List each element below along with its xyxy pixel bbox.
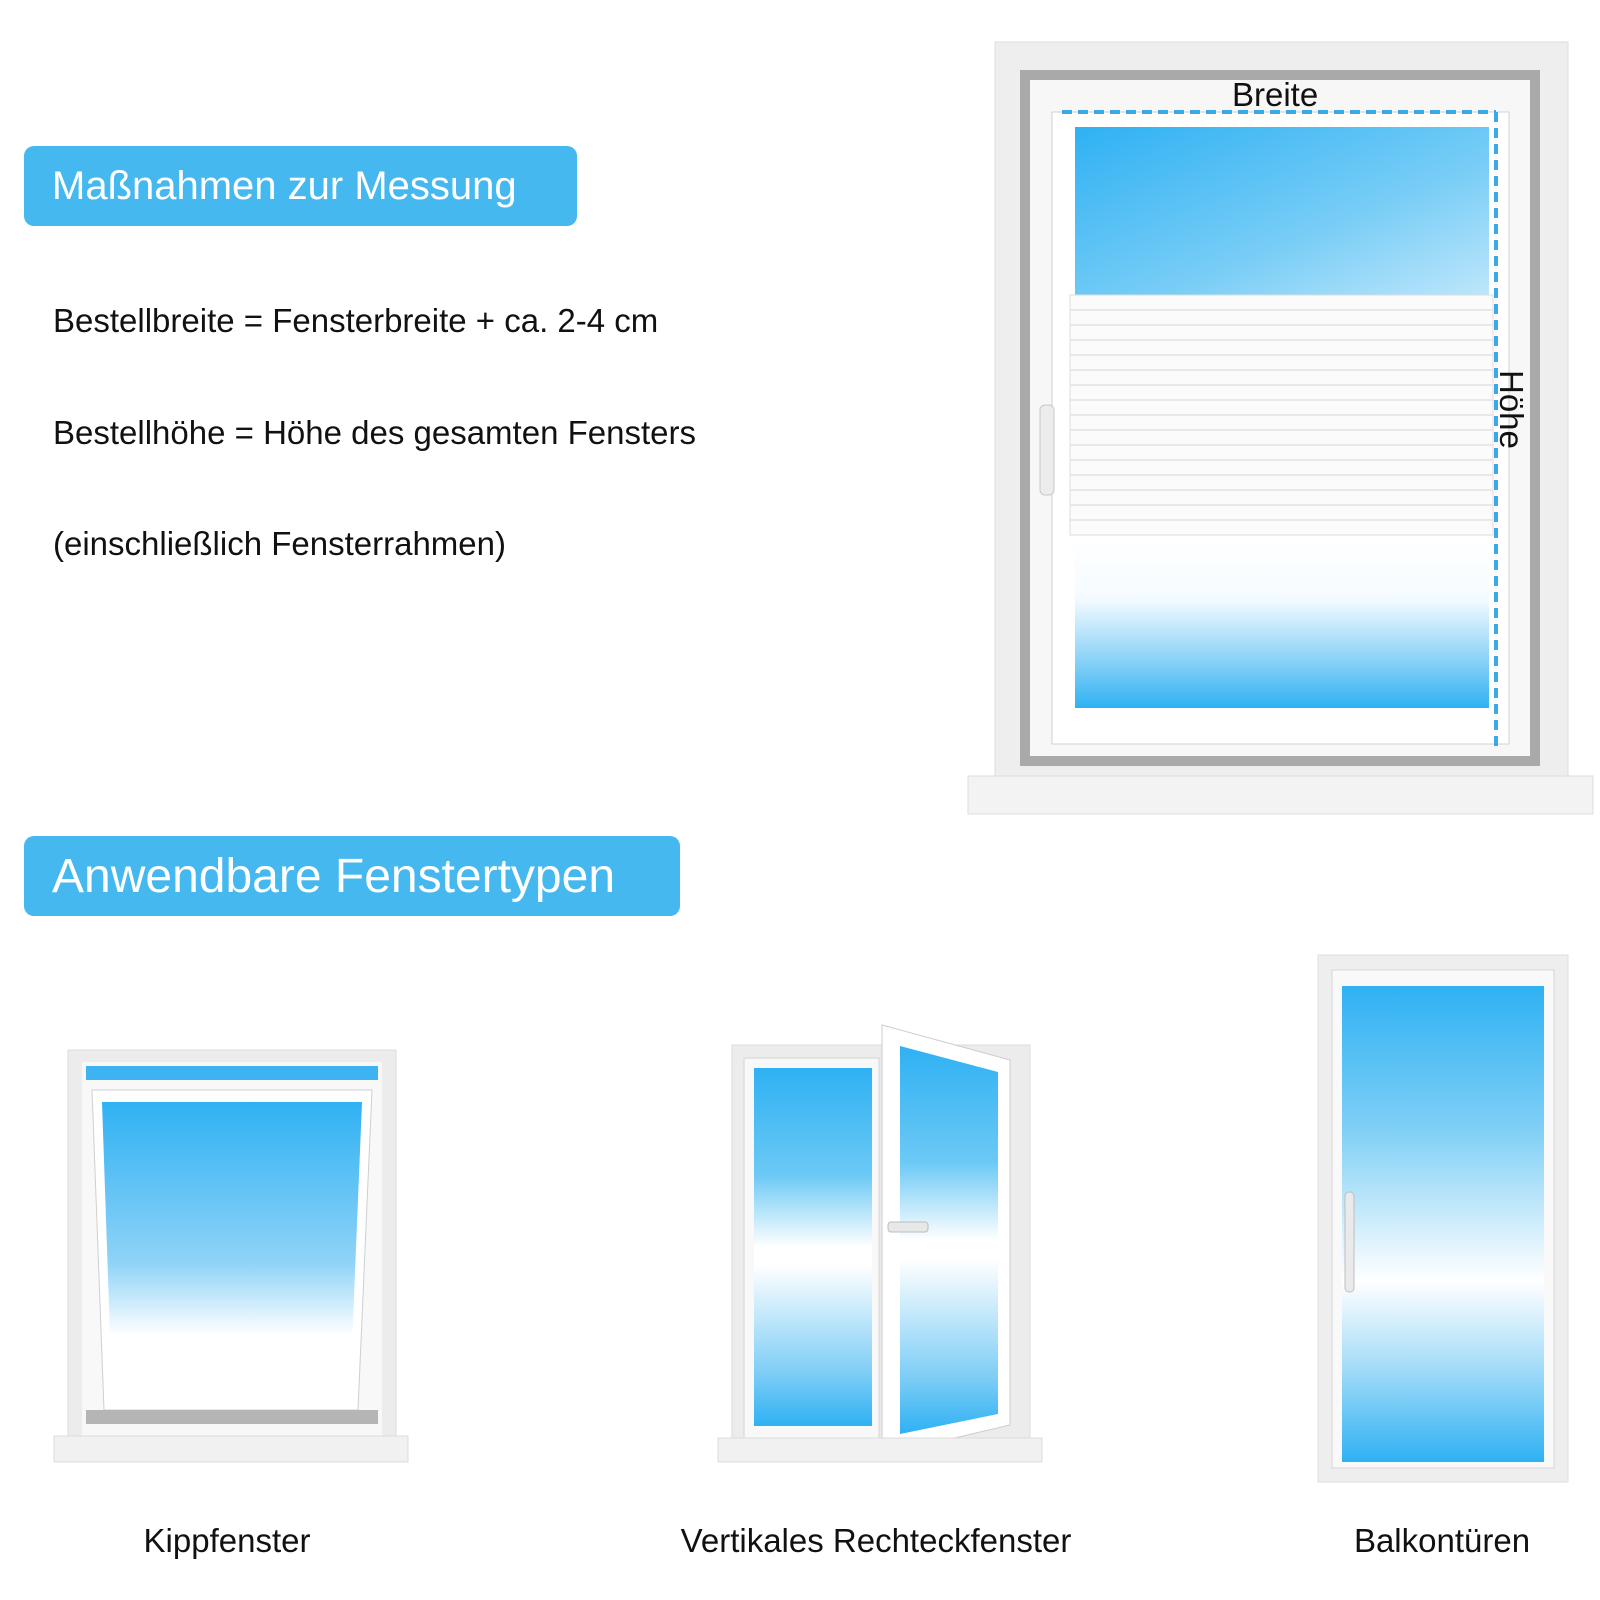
instruction-height: Bestellhöhe = Höhe des gesamten Fensters: [53, 414, 696, 451]
window-handle: [1040, 405, 1054, 495]
heading-window-types: Anwendbare Fenstertypen: [24, 836, 680, 916]
balcony-door-illustration: [1318, 955, 1568, 1482]
glass-upper: [1075, 127, 1489, 295]
instruction-width: Bestellbreite = Fensterbreite + ca. 2-4 cm: [53, 302, 659, 339]
caption-tilt-window: Kippfenster: [143, 1522, 311, 1559]
tilt-window-illustration: [54, 1050, 408, 1462]
door-handle: [1345, 1192, 1354, 1292]
caption-balcony-door: Balkontüren: [1353, 1522, 1531, 1559]
height-label: Höhe: [1493, 370, 1530, 449]
glass-lower: [1075, 540, 1489, 708]
width-label: Breite: [1232, 76, 1319, 113]
casement-window-illustration: [718, 1025, 1042, 1462]
caption-casement-window: Vertikales Rechteckfenster: [680, 1522, 1072, 1559]
heading-measure: Maßnahmen zur Messung: [24, 146, 577, 226]
casement-handle: [888, 1222, 928, 1232]
window-sill: [968, 776, 1593, 814]
instruction-note: (einschließlich Fensterrahmen): [53, 525, 506, 562]
